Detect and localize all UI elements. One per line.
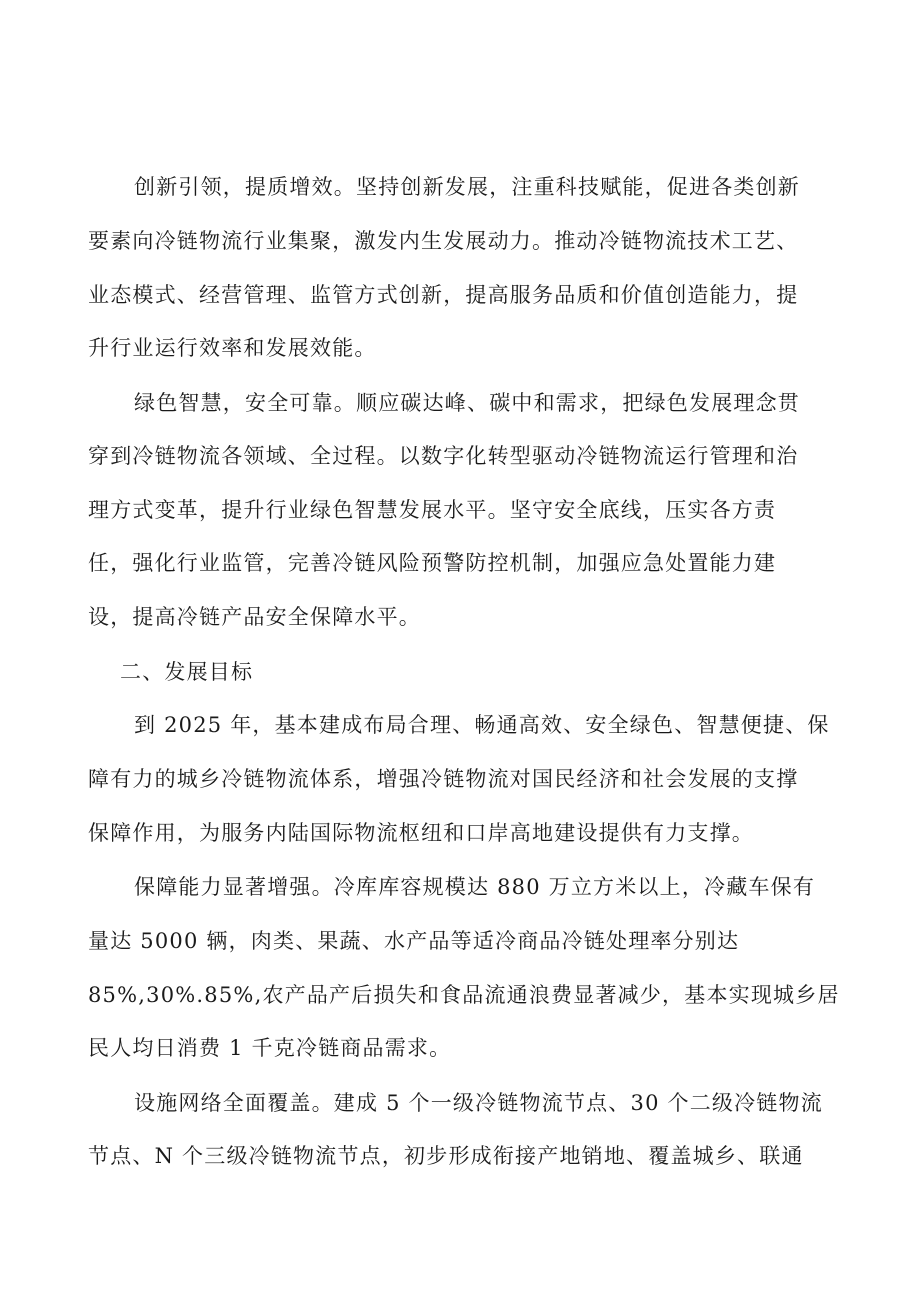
section-heading: 二、发展目标 [120,660,254,684]
paragraph-network-line-1: 设施网络全面覆盖。建成 5 个一级冷链物流节点、30 个二级冷链物流 [134,1091,823,1115]
paragraph-capacity-line-4: 民人均日消费 1 千克冷链商品需求。 [88,1036,452,1060]
paragraph-innovation-line-3: 业态模式、经营管理、监管方式创新，提高服务品质和价值创造能力，提 [88,283,799,307]
paragraph-green-line-5: 设，提高冷链产品安全保障水平。 [88,605,421,629]
paragraph-capacity-line-2: 量达 5000 辆，肉类、果蔬、水产品等适冷商品冷链处理率分别达 [88,929,740,953]
paragraph-green-line-4: 任，强化行业监管，完善冷链风险预警防控机制，加强应急处置能力建 [88,551,777,575]
paragraph-goal-line-1: 到 2025 年，基本建成布局合理、畅通高效、安全绿色、智慧便捷、保 [134,713,830,737]
paragraph-capacity-line-1: 保障能力显著增强。冷库库容规模达 880 万立方米以上，冷藏车保有 [134,875,816,899]
paragraph-innovation-line-1: 创新引领，提质增效。坚持创新发展，注重科技赋能，促进各类创新 [134,175,800,199]
paragraph-network-line-2: 节点、N 个三级冷链物流节点，初步形成衔接产地销地、覆盖城乡、联通 [88,1144,804,1168]
paragraph-innovation-line-2: 要素向冷链物流行业集聚，激发内生发展动力。推动冷链物流技术工艺、 [88,229,799,253]
paragraph-goal-line-3: 保障作用，为服务内陆国际物流枢纽和口岸高地建设提供有力支撑。 [88,821,754,845]
paragraph-goal-line-2: 障有力的城乡冷链物流体系，增强冷链物流对国民经济和社会发展的支撑 [88,767,799,791]
paragraph-green-line-2: 穿到冷链物流各领域、全过程。以数字化转型驱动冷链物流运行管理和治 [88,444,799,468]
paragraph-capacity-line-3: 85%,30%.85%,农产品产后损失和食品流通浪费显著减少，基本实现城乡居 [88,983,840,1007]
paragraph-innovation-line-4: 升行业运行效率和发展效能。 [88,336,377,360]
paragraph-green-line-3: 理方式变革，提升行业绿色智慧发展水平。坚守安全底线，压实各方责 [88,498,777,522]
paragraph-green-line-1: 绿色智慧，安全可靠。顺应碳达峰、碳中和需求，把绿色发展理念贯 [134,391,800,415]
